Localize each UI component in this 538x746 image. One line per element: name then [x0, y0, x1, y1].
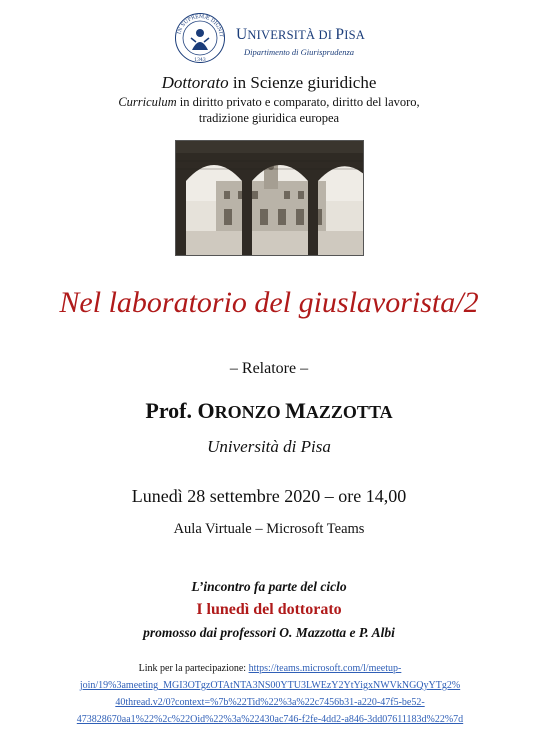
curriculum-line-1: Curriculum in diritto privato e comparato, diritto del lavoro,: [118, 95, 420, 109]
series-name: I lunedì del dottorato: [196, 601, 342, 618]
participation-link-block: [20, 660, 520, 728]
teams-link-line-2[interactable]: join/19%3ameeting_MGI3OTgzOTAtNTA3NS00YTU3LWEzY2YtYigxNWVkNGQyYTg2%: [79, 680, 461, 691]
university-name: UNIVERSITÀ DI PISA: [236, 26, 365, 43]
speaker-affiliation: Università di Pisa: [207, 437, 331, 456]
teams-link[interactable]: https://teams.microsoft.com/l/meetup-: [248, 663, 402, 674]
seal-text: IN SUPREMÆ DIGNIT: [176, 13, 224, 38]
department-name: Dipartimento di Giurisprudenza: [244, 47, 355, 57]
speaker-label: – Relatore –: [229, 360, 309, 377]
courtyard-engraving-image: [175, 140, 364, 256]
series-promoters: promosso dai professori O. Mazzotta e P. Albi: [143, 625, 395, 640]
event-datetime: Lunedì 28 settembre 2020 – ore 14,00: [131, 486, 407, 506]
speaker-name: Prof. ORONZO MAZZOTTA: [145, 398, 393, 423]
teams-link-line-3[interactable]: 40thread.v2/0?context=%7b%22Tid%22%3a%22c7456b31-a220-47f5-be52-: [115, 697, 425, 708]
seal-year: 1343: [194, 58, 206, 63]
curriculum-line-2: tradizione giuridica europea: [198, 111, 340, 125]
teams-link-line-4[interactable]: 473828670aa1%22%2c%22Oid%22%3a%22430ac746-f2fe-4dd2-a846-3dd07611183d%22%7d: [76, 714, 464, 725]
series-intro: L’incontro fa parte del ciclo: [191, 579, 347, 594]
doctorate-title: Dottorato in Scienze giuridiche: [161, 73, 377, 92]
courtyard-illustration-icon: [176, 141, 364, 256]
event-title: Nel laboratorio del giuslavorista/2: [59, 286, 479, 319]
header: [0, 12, 538, 68]
event-location: Aula Virtuale – Microsoft Teams: [173, 521, 365, 537]
participation-link-label: Link per la partecipazione:: [138, 663, 249, 674]
university-seal-icon: [174, 12, 226, 64]
